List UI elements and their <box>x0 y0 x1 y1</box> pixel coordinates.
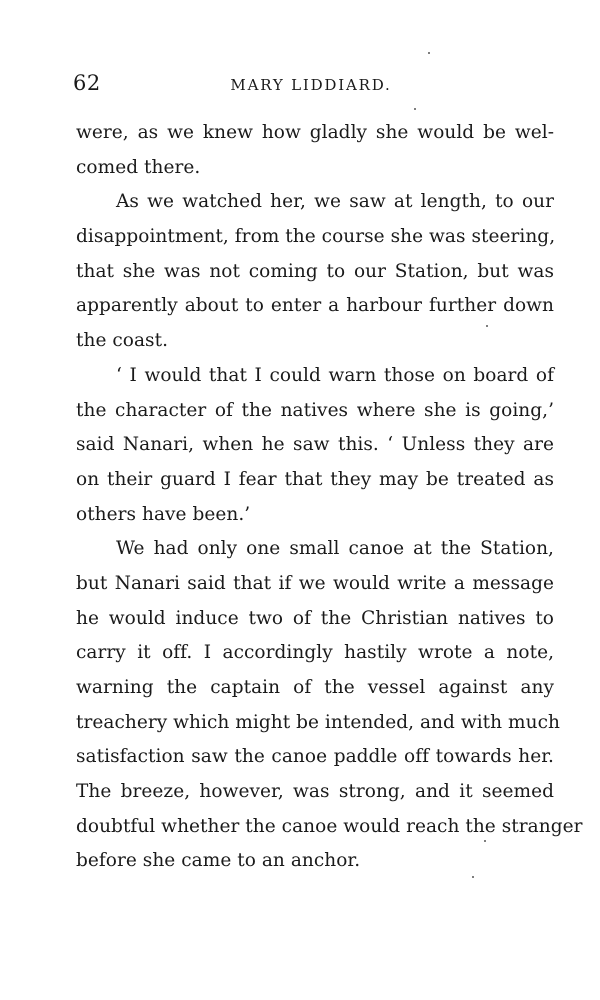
text-line: disappointment, from the course she was steering, <box>76 226 556 248</box>
text-line: he would induce two of the Christian natives to <box>76 607 554 629</box>
page-number: 62 <box>73 71 101 95</box>
text-line: were, as we knew how gladly she would be wel- <box>76 122 554 143</box>
text-line: ‘ I would that I could warn those on board of <box>116 364 554 386</box>
text-line: the character of the natives where she is going,’ <box>76 399 554 421</box>
running-head-title: MARY LIDDIARD. <box>230 76 392 94</box>
text-line: but Nanari said that if we would write a message <box>76 572 554 594</box>
body-text <box>76 116 583 879</box>
scan-speck <box>484 840 486 842</box>
text-line: treachery which might be intended, and with much <box>76 711 560 733</box>
text-line: As we watched her, we saw at length, to our <box>116 191 554 213</box>
text-line: carry it off. I accordingly hastily wrote a note, <box>76 642 554 664</box>
text-line: satisfaction saw the canoe paddle off towards her. <box>76 746 554 768</box>
text-line: apparently about to enter a harbour further down <box>76 295 554 317</box>
text-line: before she came to an anchor. <box>76 850 361 872</box>
text-line: on their guard I fear that they may be treated as <box>76 468 554 490</box>
text-line: said Nanari, when he saw this. ‘ Unless they are <box>76 434 554 456</box>
text-line: We had only one small canoe at the Station, <box>116 538 554 560</box>
text-line: others have been.’ <box>76 503 251 525</box>
text-line: the coast. <box>76 330 169 352</box>
text-line: that she was not coming to our Station, but was <box>76 260 554 282</box>
text-line: warning the captain of the vessel against any <box>76 677 554 698</box>
scan-speck <box>472 876 474 878</box>
text-line: doubtful whether the canoe would reach the stranger <box>76 815 583 837</box>
scan-speck <box>428 52 430 54</box>
text-line: comed there. <box>76 156 201 178</box>
scan-speck <box>486 325 488 327</box>
text-line: The breeze, however, was strong, and it seemed <box>76 781 554 803</box>
scan-speck <box>414 108 416 110</box>
